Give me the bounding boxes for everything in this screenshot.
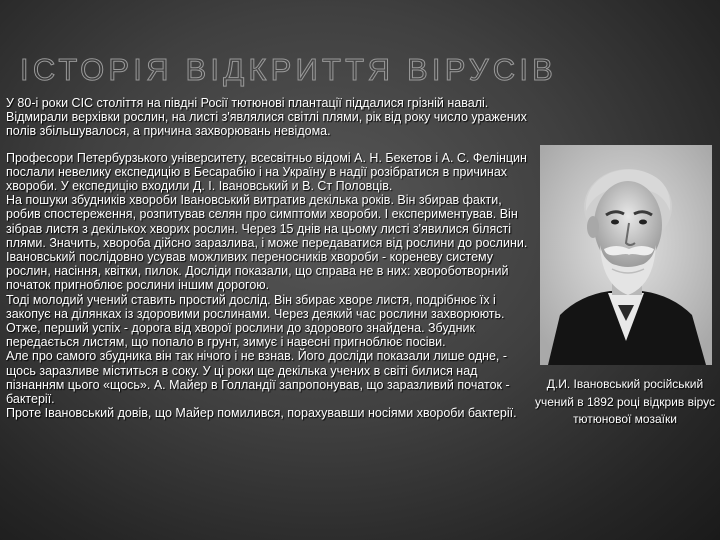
portrait-photo — [540, 145, 712, 365]
body-text — [6, 96, 534, 420]
paragraph-4: Тоді молодий учений ставить простий дослід. Він збирає хворе листя, подрібнює їх і закопує на ділянках із здоровими рослинами. Через деякий час рослини захворюють. Отже, перший успіх - дорога від хворої рослини до здорового знайдена. Збудник передається листям, що попало в грунт, зимує і навесні пригноблює посіви. — [6, 292, 505, 350]
portrait-image — [540, 145, 712, 365]
paragraph-3: На пошуки збудників хвороби Івановський витратив декілька років. Він збирав факти, робив спостереження, розпитував селян про симптоми хвороби. І експериментував. Він зібрав листя з декількох хворих рослин. Через 15 днів на цьому листі з'явилися білясті плями. Значить, хвороба дійсно заразлива, і може передаватися від рослини до рослини. Івановський послідовно усував можливих переносників хвороби - кореневу систему рослин, насіння, квітки, пилок. Досліди показали, що справа не в них: хвороботворний початок пригноблює рослини іншим дорогою. — [6, 193, 528, 293]
paragraph-5: Але про самого збудника він так нічого і не взнав. Його досліди показали лише одне, - щось заразливе міститься в соку. У ці роки ще декілька учених в світі билися над пізнанням цього «щось». А. Майер в Голландії запропонував, що заразливий початок - бактерії. — [6, 349, 510, 407]
paragraph-2: Професори Петербурзького університету, всесвітньо відомі А. Н. Бекетов і А. С. Фелінцин послали невелику експедицію в Бесарабію і на Україну в надії розібратися в причинах хвороби. У експедицію входили Д. І. Івановський и В. Ст Половців. — [6, 150, 527, 194]
slide-title: ІСТОРІЯ ВІДКРИТТЯ ВІРУСІВ — [20, 52, 558, 87]
portrait-caption: Д.И. Івановський російський учений в 1892 році відкрив вірус тютюнової мозаїки — [534, 377, 716, 426]
paragraph-1: У 80-і роки СІС століття на півдні Росії тютюнові плантації піддалися грізній навалі. Відмирали верхівки рослин, на листі з'являлися світлі плями, рік від року число уражених полів збільшувалося, а причина захворювань невідома. — [6, 96, 527, 139]
paragraph-6: Проте Івановський довів, що Майер помилився, порахувавши носіями хвороби бактерії. — [6, 406, 517, 421]
